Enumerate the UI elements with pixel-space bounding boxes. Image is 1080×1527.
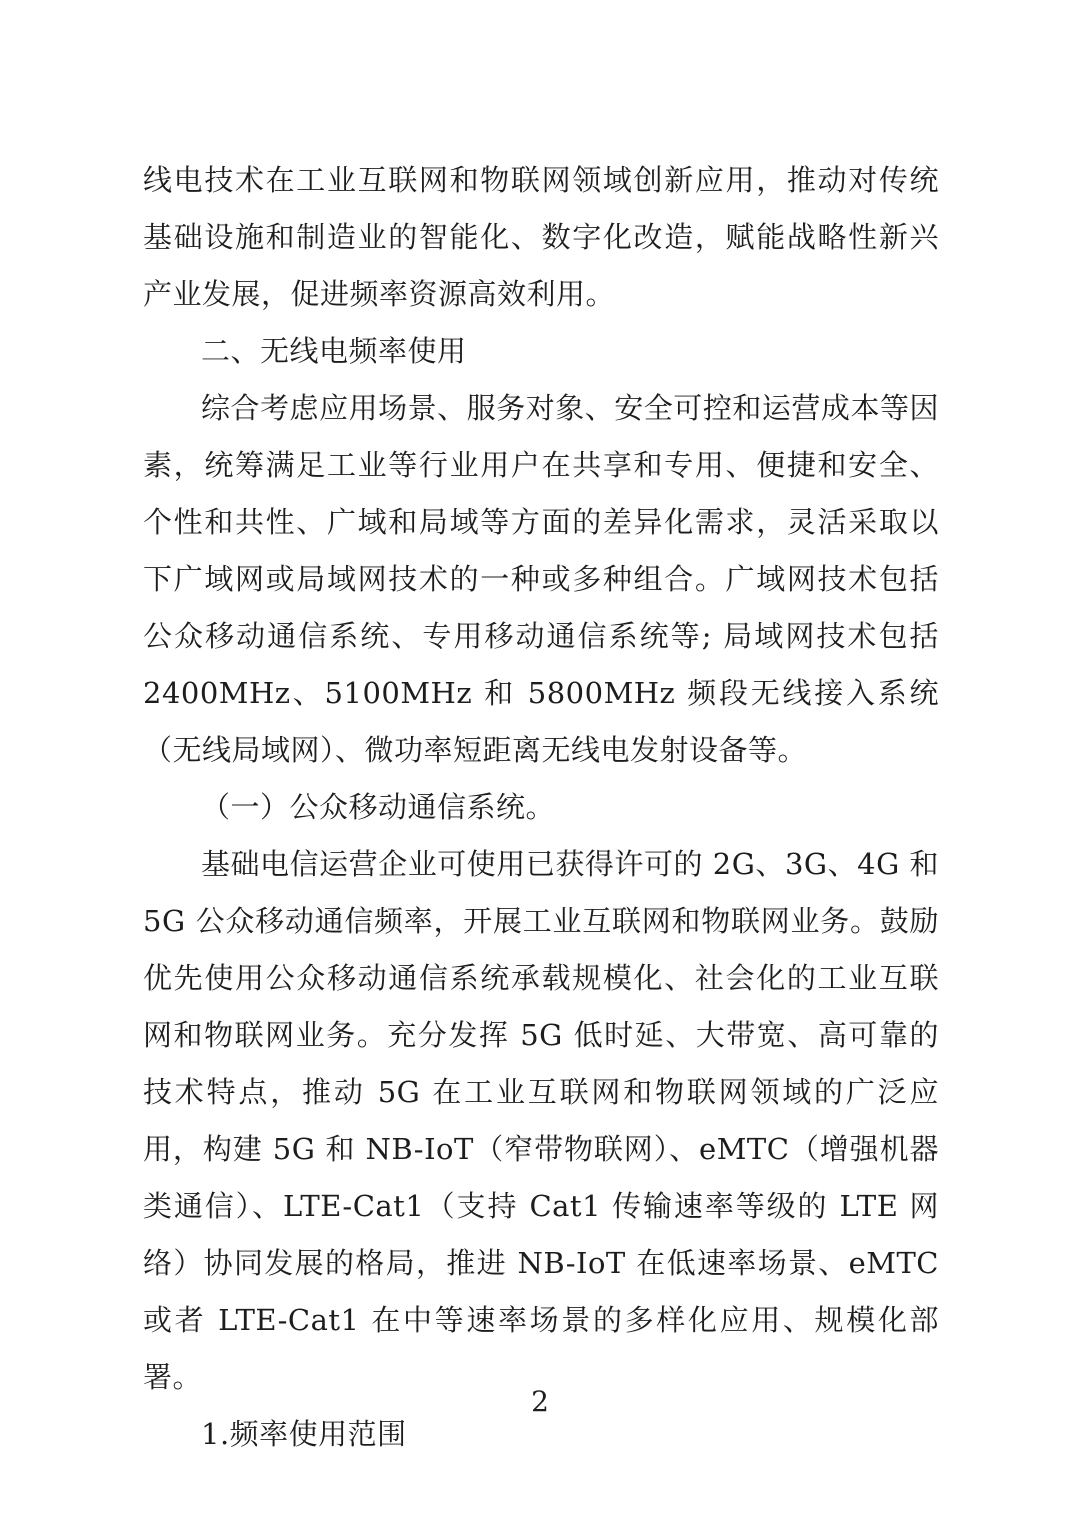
paragraph-continuation: 线电技术在工业互联网和物联网领域创新应用，推动对传统基础设施和制造业的智能化、数字化改造，赋能战略性新兴产业发展，促进频率资源高效利用。 — [143, 163, 939, 311]
paragraph-overview: 综合考虑应用场景、服务对象、安全可控和运营成本等因素，统筹满足工业等行业用户在共享和专用、便捷和安全、个性和共性、广域和局域等方面的差异化需求，灵活采取以下广域网或局域网技术的一种或多种组合。广域网技术包括公众移动通信系统、专用移动通信系统等; 局域网技术包括 2400MHz、5100MHz 和 5800MHz 频段无线接入系统（无线局域网）、微功率短距离无线电发射设备等。 — [143, 391, 939, 767]
section-heading-frequency-use: 二、无线电频率使用 — [201, 334, 467, 368]
paragraph-public-mobile: 基础电信运营企业可使用已获得许可的 2G、3G、4G 和 5G 公众移动通信频率，开展工业互联网和物联网业务。鼓励优先使用公众移动通信系统承载规模化、社会化的工业互联网和物联网业务。充分发挥 5G 低时延、大带宽、高可靠的技术特点，推动 5G 在工业互联网和物联网领域的广泛应用，构建 5G 和 NB-IoT（窄带物联网）、eMTC（增强机器类通信）、LTE-Cat1（支持 Cat1 传输速率等级的 LTE 网络）协同发展的格局，推进 NB-IoT 在低速率场景、eMTC 或者 LTE-Cat1 在中等速率场景的多样化应用、规模化部署。 — [143, 847, 939, 1394]
item-heading-frequency-range: 1.频率使用范围 — [201, 1417, 407, 1451]
page-number: 2 — [531, 1385, 549, 1418]
subsection-heading-public-mobile: （一）公众移动通信系统。 — [201, 790, 556, 824]
document-body — [143, 152, 939, 1463]
